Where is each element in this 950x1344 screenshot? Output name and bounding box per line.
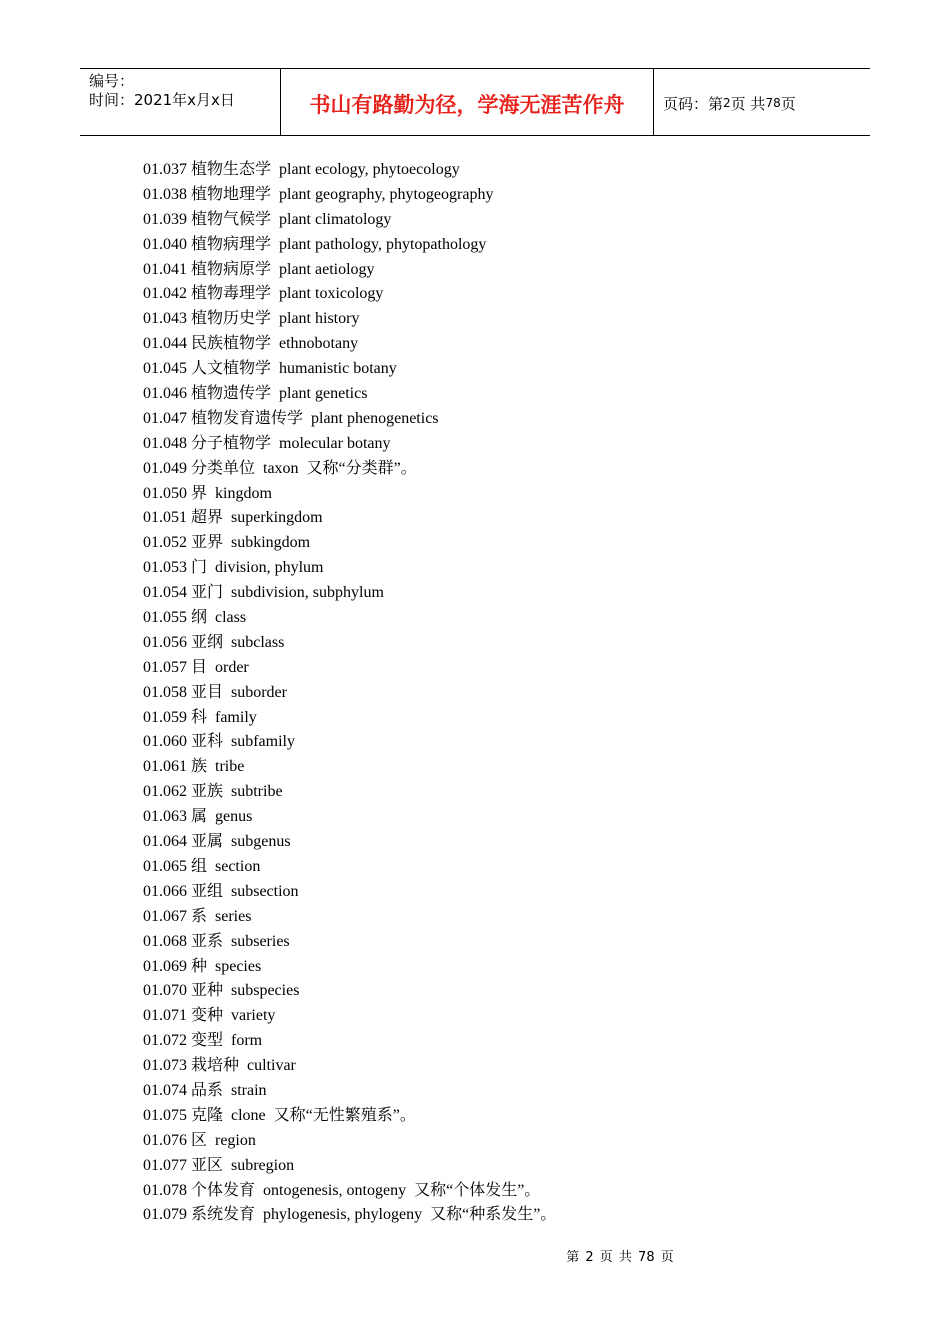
- glossary-entry: 01.075 克隆 clone 又称“无性繁殖系”。: [143, 1106, 416, 1124]
- header-motto: 书山有路勤为径，学海无涯苦作舟: [281, 69, 654, 135]
- glossary-entry: 01.058 亚目 suborder: [143, 683, 287, 701]
- glossary-entry: 01.051 超界 superkingdom: [143, 509, 323, 527]
- glossary-entry: 01.053 门 division, phylum: [143, 559, 324, 577]
- glossary-entry: 01.055 纲 class: [143, 609, 247, 627]
- glossary-entry: 01.042 植物毒理学 plant toxicology: [143, 285, 384, 303]
- glossary-entry: 01.043 植物历史学 plant history: [143, 310, 360, 328]
- glossary-entry: 01.049 分类单位 taxon 又称“分类群”。: [143, 459, 417, 477]
- glossary-entry: 01.040 植物病理学 plant pathology, phytopathology: [143, 235, 487, 253]
- page-mid: 页 共: [730, 94, 766, 113]
- header-page-info: [654, 69, 870, 135]
- glossary-entry: 01.079 系统发育 phylogenesis, phylogeny 又称“种系发生”。: [143, 1206, 557, 1224]
- glossary-entry: 01.039 植物气候学 plant climatology: [143, 210, 392, 228]
- page-suffix: 页: [780, 94, 796, 113]
- glossary-entry: 01.047 植物发育遗传学 plant phenogenetics: [143, 409, 439, 427]
- glossary-entry: 01.064 亚属 subgenus: [143, 833, 291, 851]
- glossary-entry: 01.078 个体发育 ontogenesis, ontogeny 又称“个体发生”。: [143, 1181, 541, 1199]
- glossary-entry: 01.071 变种 variety: [143, 1007, 276, 1025]
- glossary-entry: 01.066 亚组 subsection: [143, 882, 299, 900]
- page-header: [80, 68, 870, 136]
- page-prefix: 页码：第: [663, 94, 724, 113]
- glossary-entry: 01.074 品系 strain: [143, 1081, 267, 1099]
- page-footer: 第 2 页 共 78 页: [566, 1250, 674, 1265]
- glossary-entry: 01.038 植物地理学 plant geography, phytogeography: [143, 185, 494, 203]
- glossary-entry: 01.067 系 series: [143, 907, 252, 925]
- glossary-entry: 01.041 植物病原学 plant aetiology: [143, 260, 375, 278]
- glossary-entry: 01.060 亚科 subfamily: [143, 733, 295, 751]
- glossary-entry: 01.077 亚区 subregion: [143, 1156, 295, 1174]
- glossary-entry: 01.073 栽培种 cultivar: [143, 1057, 296, 1075]
- header-meta: [80, 69, 281, 135]
- page-total: 78: [765, 96, 781, 110]
- document-number-label: 编号：: [89, 72, 135, 90]
- glossary-entry: 01.046 植物遗传学 plant genetics: [143, 385, 368, 403]
- glossary-entry: 01.072 变型 form: [143, 1032, 263, 1050]
- glossary-entry: 01.054 亚门 subdivision, subphylum: [143, 584, 384, 602]
- glossary-entry: 01.069 种 species: [143, 957, 262, 975]
- glossary-entry: 01.076 区 region: [143, 1131, 256, 1149]
- glossary-entry: 01.052 亚界 subkingdom: [143, 534, 311, 552]
- glossary-entry-list: [143, 158, 556, 1228]
- glossary-entry: 01.059 科 family: [143, 708, 257, 726]
- glossary-entry: 01.045 人文植物学 humanistic botany: [143, 360, 397, 378]
- glossary-entry: 01.044 民族植物学 ethnobotany: [143, 335, 359, 353]
- document-time-label: 时间：2021年x月x日: [89, 91, 235, 109]
- glossary-entry: 01.037 植物生态学 plant ecology, phytoecology: [143, 161, 460, 178]
- glossary-entry: 01.065 组 section: [143, 857, 261, 875]
- glossary-entry: 01.070 亚种 subspecies: [143, 982, 300, 1000]
- glossary-entry: 01.048 分子植物学 molecular botany: [143, 434, 391, 452]
- glossary-entry: 01.063 属 genus: [143, 808, 253, 826]
- glossary-entry: 01.057 目 order: [143, 658, 249, 676]
- glossary-entry: 01.050 界 kingdom: [143, 484, 272, 502]
- page-number: 2: [723, 96, 731, 110]
- glossary-entry: 01.068 亚系 subseries: [143, 932, 290, 950]
- glossary-entry: 01.062 亚族 subtribe: [143, 783, 283, 801]
- glossary-entry: 01.061 族 tribe: [143, 758, 245, 776]
- glossary-entry: 01.056 亚纲 subclass: [143, 633, 285, 651]
